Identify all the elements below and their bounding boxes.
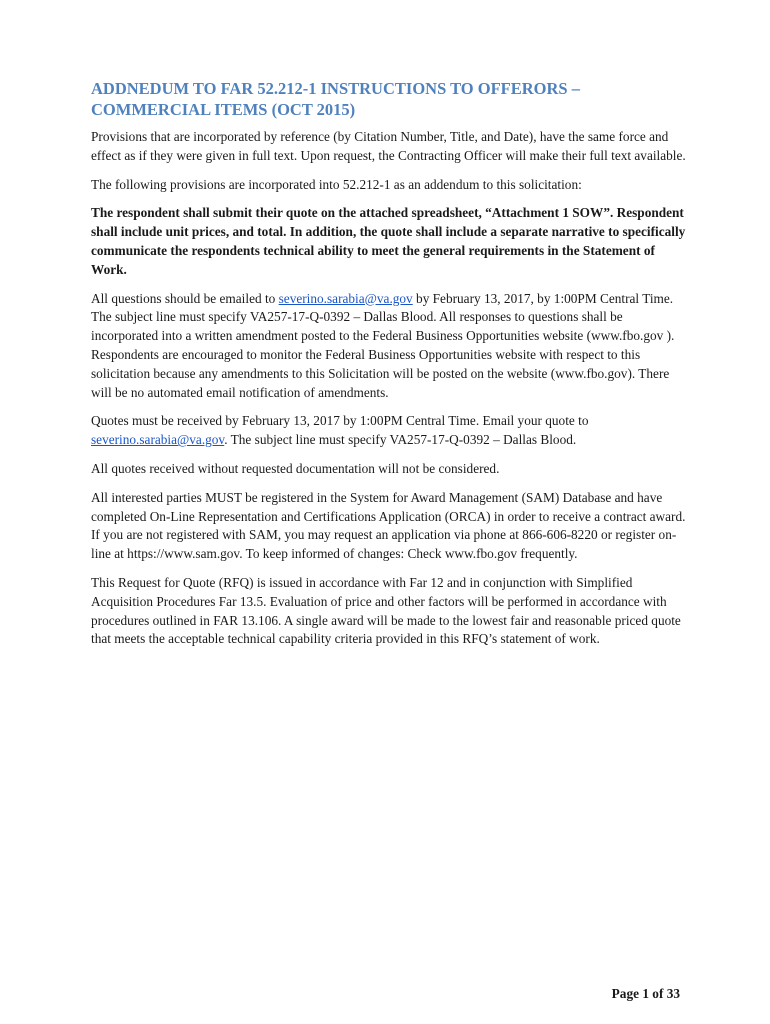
heading-line-2: COMMERCIAL ITEMS (OCT 2015): [91, 100, 356, 119]
document-body: [91, 78, 691, 659]
incorporated-provisions-paragraph: Provisions that are incorporated by reference (by Citation Number, Title, and Date), have the same force and effect as if they were given in full text. Upon request, the Contracting Officer will make their full text available.: [91, 129, 686, 163]
page-number: Page 1 of 33: [611, 986, 680, 1001]
questions-paragraph: [91, 290, 691, 403]
quote-deadline-paragraph: [91, 412, 691, 450]
heading-line-1: ADDNEDUM TO FAR 52.212-1 INSTRUCTIONS TO OFFERORS –: [91, 79, 580, 98]
quote-email-link[interactable]: severino.sarabia@va.gov: [91, 432, 225, 448]
addendum-intro-paragraph: The following provisions are incorporated into 52.212-1 as an addendum to this solicitation:: [91, 176, 582, 192]
questions-text-after: by February 13, 2017, by 1:00PM Central Time. The subject line must specify VA257-17-Q-0392 – Dallas Blood. All responses to questions shall be incorporated into a written amendment posted to the Federal Business Opportunities website (www.fbo.gov ). Respondents are encouraged to monitor the Federal Business Opportunities website with respect to this solicitation because any amendments to this Solicitation will be posted on the website (www.fbo.gov). There will be no automated email notification of amendments.: [91, 290, 675, 400]
deadline-text-after: . The subject line must specify VA257-17-Q-0392 – Dallas Blood.: [224, 432, 577, 448]
questions-text-before: All questions should be emailed to: [91, 290, 279, 306]
quote-submission-instructions: The respondent shall submit their quote on the attached spreadsheet, “Attachment 1 SOW”. Respondent shall include unit prices, and total. In addition, the quote shall include a separate narrative to specifically communicate the respondents technical ability to meet the general requirements in the Statement of Work.: [91, 205, 686, 277]
addendum-heading: [91, 78, 691, 120]
contact-email-link[interactable]: severino.sarabia@va.gov: [278, 290, 413, 306]
documentation-requirement-paragraph: All quotes received without requested documentation will not be considered.: [91, 460, 500, 476]
deadline-text-before: Quotes must be received by February 13, 2017 by 1:00PM Central Time. Email your quote to: [91, 413, 589, 429]
sam-registration-paragraph: All interested parties MUST be registered in the System for Award Management (SAM) Database and have completed On-Line Representation and Certifications Application (ORCA) in order to receive a contract award. If you are not registered with SAM, you may request an application via phone at 866-606-8220 or register on-line at https://www.sam.gov. To keep informed of changes: Check www.fbo.gov frequently.: [91, 489, 686, 562]
rfq-evaluation-paragraph: This Request for Quote (RFQ) is issued in accordance with Far 12 and in conjunction with Simplified Acquisition Procedures Far 13.5. Evaluation of price and other factors will be performed in accordance with procedures outlined in FAR 13.106. A single award will be made to the lowest fair and reasonable priced quote that meets the acceptable technical capability criteria provided in this RFQ’s statement of work.: [91, 574, 681, 647]
